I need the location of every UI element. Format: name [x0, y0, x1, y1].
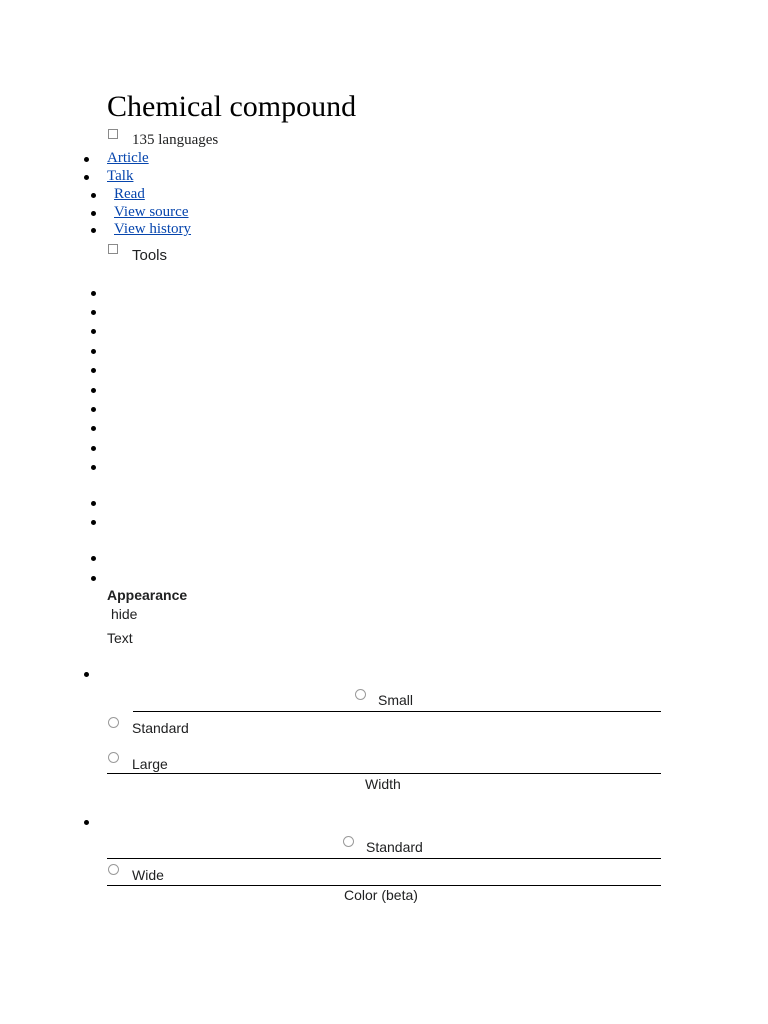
- tools-list-item[interactable]: [91, 501, 96, 506]
- list-bullet: [91, 228, 96, 233]
- tools-list-item[interactable]: [91, 576, 96, 581]
- divider: [107, 885, 661, 886]
- page-title: Chemical compound: [107, 90, 357, 123]
- list-bullet: [84, 175, 89, 180]
- tools-list-item[interactable]: [91, 349, 96, 354]
- width-section-label: Width: [365, 776, 401, 792]
- tools-list-item[interactable]: [91, 388, 96, 393]
- width-wide-radio[interactable]: [108, 864, 119, 875]
- list-bullet: [91, 211, 96, 216]
- text-large-radio[interactable]: [108, 752, 119, 763]
- width-standard-label[interactable]: Standard: [366, 839, 423, 855]
- width-wide-label[interactable]: Wide: [132, 867, 164, 883]
- list-bullet: [91, 193, 96, 198]
- tools-list-item[interactable]: [91, 407, 96, 412]
- tools-checkbox[interactable]: [108, 244, 118, 254]
- tools-list-item[interactable]: [91, 426, 96, 431]
- text-small-radio[interactable]: [355, 689, 366, 700]
- list-bullet: [84, 672, 89, 677]
- languages-label[interactable]: 135 languages: [132, 132, 219, 148]
- text-section-label: Text: [107, 630, 133, 646]
- list-bullet: [84, 820, 89, 825]
- tools-list-item[interactable]: [91, 446, 96, 451]
- appearance-hide-button[interactable]: hide: [111, 606, 138, 622]
- tab-talk[interactable]: Talk: [107, 168, 134, 184]
- color-section-label: Color (beta): [344, 887, 418, 903]
- tools-list-item[interactable]: [91, 520, 96, 525]
- tools-list-item[interactable]: [91, 556, 96, 561]
- tab-view-source[interactable]: View source: [114, 204, 189, 220]
- text-small-label[interactable]: Small: [378, 692, 414, 708]
- divider: [107, 858, 661, 859]
- tab-view-history[interactable]: View history: [114, 221, 192, 237]
- divider: [107, 773, 661, 774]
- appearance-heading: Appearance: [107, 587, 188, 603]
- width-standard-radio[interactable]: [343, 836, 354, 847]
- text-standard-label[interactable]: Standard: [132, 720, 189, 736]
- text-standard-radio[interactable]: [108, 717, 119, 728]
- tab-read[interactable]: Read: [114, 186, 145, 202]
- tab-article[interactable]: Article: [107, 150, 149, 166]
- tools-list-item[interactable]: [91, 310, 96, 315]
- tools-list-item[interactable]: [91, 291, 96, 296]
- text-large-label[interactable]: Large: [132, 756, 168, 772]
- tools-list-item[interactable]: [91, 368, 96, 373]
- divider: [133, 711, 661, 712]
- tools-list-item[interactable]: [91, 329, 96, 334]
- languages-checkbox[interactable]: [108, 129, 118, 139]
- list-bullet: [84, 157, 89, 162]
- tools-label[interactable]: Tools: [132, 247, 168, 264]
- tools-list-item[interactable]: [91, 465, 96, 470]
